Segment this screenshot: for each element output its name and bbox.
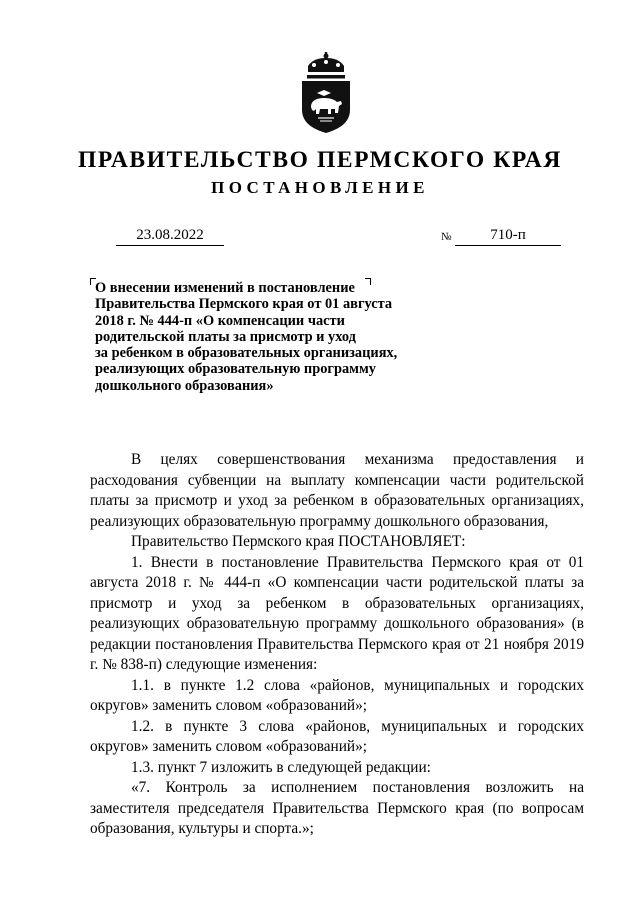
clause-1-paragraph: 1. Внести в постановление Правительства Пермского края от 01 августа 2018 г. № 444-п «О компенсации части родительской платы за присмотр и уход за ребенком в образовательных организациях, реализующих образовательную программу дошкольного образования» (в редакции постановления Правительства Пермского края от 21 ноября 2019 г. № 838-п) следующие изменения:	[90, 553, 584, 673]
subject-line: родительской платы за присмотр и уход	[95, 328, 356, 345]
preamble-paragraph: В целях совершенствования механизма предоставления и расходования субвенции на выплату компенсации части родительской платы за присмотр и уход за ребенком в образовательных организациях, реализующих образовательную программу дошкольного образования,	[90, 451, 584, 530]
clause-1-2-paragraph: 1.2. в пункте 3 слова «районов, муниципальных и городских округов» заменить словом «образований»;	[90, 717, 584, 755]
subject-line: реализующих образовательную программу	[95, 361, 376, 378]
document-subject	[95, 280, 435, 394]
subject-line: Правительства Пермского края от 01 августа	[95, 296, 393, 313]
subject-line: за ребенком в образовательных организациях,	[95, 345, 398, 362]
document-type: ПОСТАНОВЛЕНИЕ	[211, 178, 429, 197]
clause-1-3-paragraph: 1.3. пункт 7 изложить в следующей редакции:	[131, 758, 431, 776]
perm-krai-coat-of-arms-icon	[300, 52, 352, 134]
subject-line: О внесении изменений в постановление	[95, 280, 355, 296]
subject-line: 2018 г. № 444-п «О компенсации части	[95, 312, 345, 329]
number-field	[455, 226, 561, 246]
government-title: ПРАВИТЕЛЬСТВО ПЕРМСКОГО КРАЯ	[78, 147, 562, 173]
clause-1-1-paragraph: 1.1. в пункте 1.2 слова «районов, муниципальных и городских округов» заменить словом «образований»;	[90, 676, 584, 714]
document-body	[90, 450, 584, 840]
subject-line: дошкольного образования»	[95, 377, 274, 394]
resolution-paragraph: Правительство Пермского края ПОСТАНОВЛЯЕТ:	[131, 533, 466, 550]
number-value: 710-п	[490, 227, 526, 243]
date-value: 23.08.2022	[136, 227, 204, 243]
date-field	[116, 226, 224, 246]
number-sign: №	[441, 231, 452, 243]
quoted-clause-7-paragraph: «7. Контроль за исполнением постановления возложить на заместителя председателя Правительства Пермского края (по вопросам образования, культуры и спорта.»;	[90, 779, 584, 837]
